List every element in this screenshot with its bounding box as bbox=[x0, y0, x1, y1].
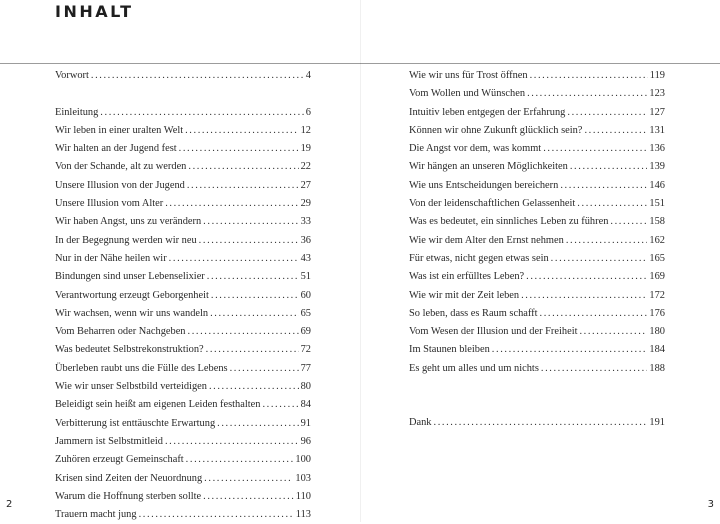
toc-entry[interactable] bbox=[55, 104, 311, 122]
toc-entry-page: 169 bbox=[649, 271, 665, 283]
leader-dots bbox=[230, 360, 299, 378]
leader-dots bbox=[199, 232, 299, 250]
toc-entry[interactable] bbox=[55, 470, 311, 488]
leader-dots bbox=[530, 67, 648, 85]
leader-dots bbox=[139, 506, 294, 524]
leader-dots bbox=[188, 323, 299, 341]
toc-entry-page: 165 bbox=[649, 252, 665, 264]
leader-dots bbox=[521, 287, 647, 305]
toc-entry-title: Unsere Illusion von der Jugend bbox=[55, 179, 185, 191]
toc-entry-page: 19 bbox=[300, 143, 311, 155]
leader-dots bbox=[526, 268, 647, 286]
toc-entry[interactable] bbox=[55, 213, 311, 231]
leader-dots bbox=[434, 414, 648, 432]
toc-entry[interactable] bbox=[409, 414, 665, 432]
toc-entry[interactable] bbox=[55, 195, 311, 213]
leader-dots bbox=[165, 433, 299, 451]
leader-dots bbox=[204, 470, 293, 488]
toc-entry-page: 60 bbox=[300, 289, 311, 301]
toc-entry-title: Was ist ein erfülltes Leben? bbox=[409, 271, 525, 283]
leader-dots bbox=[543, 140, 647, 158]
toc-entry-title: Wie wir dem Alter den Ernst nehmen bbox=[409, 234, 564, 246]
leader-dots bbox=[551, 250, 648, 268]
toc-entry[interactable] bbox=[55, 433, 311, 451]
toc-entry[interactable] bbox=[409, 104, 665, 122]
leader-dots bbox=[492, 341, 648, 359]
toc-entry[interactable] bbox=[409, 158, 665, 176]
toc-entry[interactable] bbox=[409, 323, 665, 341]
toc-entry-title: Bindungen sind unser Lebenselixier bbox=[55, 271, 205, 283]
toc-entry-title: Vom Wesen der Illusion und der Freiheit bbox=[409, 326, 578, 338]
leader-dots bbox=[165, 195, 298, 213]
toc-entry-page: 100 bbox=[295, 454, 311, 466]
toc-entry-title: Warum die Hoffnung sterben sollte bbox=[55, 490, 202, 502]
toc-entry[interactable] bbox=[55, 287, 311, 305]
toc-entry[interactable] bbox=[409, 85, 665, 103]
toc-entry-title: Für etwas, nicht gegen etwas sein bbox=[409, 252, 549, 264]
toc-entry-title: Wie wir uns für Trost öffnen bbox=[409, 70, 528, 81]
toc-entry-page: 27 bbox=[300, 179, 311, 191]
toc-entry-title: Es geht um alles und um nichts bbox=[409, 362, 539, 374]
toc-entry[interactable] bbox=[409, 177, 665, 195]
toc-entry-title: Wie wir mit der Zeit leben bbox=[409, 289, 520, 301]
toc-entry[interactable] bbox=[55, 122, 311, 140]
toc-entry[interactable] bbox=[409, 287, 665, 305]
toc-entry[interactable] bbox=[409, 232, 665, 250]
leader-dots bbox=[610, 213, 647, 231]
leader-dots bbox=[584, 122, 647, 140]
toc-entry-page: 127 bbox=[649, 106, 665, 118]
toc-entry-title: Verantwortung erzeugt Geborgenheit bbox=[55, 289, 209, 301]
toc-entry[interactable] bbox=[409, 305, 665, 323]
toc-entry-page: 84 bbox=[300, 399, 311, 411]
leader-dots bbox=[186, 451, 294, 469]
toc-entry-title: Was es bedeutet, ein sinnliches Leben zu führen bbox=[409, 216, 609, 228]
toc-entry[interactable] bbox=[409, 341, 665, 359]
toc-entry-page: 136 bbox=[649, 143, 665, 155]
toc-entry-page: 33 bbox=[300, 216, 311, 228]
toc-entry-title: Verbitterung ist enttäuschte Erwartung bbox=[55, 417, 216, 429]
toc-entry-page: 12 bbox=[300, 124, 311, 136]
toc-entry-title: Können wir ohne Zukunft glücklich sein? bbox=[409, 124, 583, 136]
toc-entry-title: Trauern macht jung bbox=[55, 509, 137, 521]
toc-entry-page: 51 bbox=[300, 271, 311, 283]
toc-entry-page: 103 bbox=[295, 472, 311, 484]
leader-dots bbox=[211, 287, 299, 305]
toc-entry-page: 188 bbox=[649, 362, 665, 374]
toc-entry-title: Beleidigt sein heißt am eigenen Leiden festhalten bbox=[55, 399, 261, 411]
book-spine bbox=[360, 0, 361, 522]
toc-entry[interactable] bbox=[409, 360, 665, 378]
leader-dots bbox=[577, 195, 647, 213]
toc-entry-page: 131 bbox=[649, 124, 665, 136]
toc-entry-title: Krisen sind Zeiten der Neuordnung bbox=[55, 472, 203, 484]
toc-entry-page: 96 bbox=[300, 435, 311, 447]
toc-entry-title: Im Staunen bleiben bbox=[409, 344, 490, 356]
toc-entry-page: 172 bbox=[649, 289, 665, 301]
leader-dots bbox=[209, 378, 299, 396]
toc-entry-title: Überleben raubt uns die Fülle des Lebens bbox=[55, 362, 228, 374]
toc-entry[interactable] bbox=[55, 415, 311, 433]
toc-entry[interactable] bbox=[55, 323, 311, 341]
toc-entry-title: Dank bbox=[409, 417, 432, 429]
toc-entry-title: Unsere Illusion vom Alter bbox=[55, 198, 164, 210]
toc-entry-page: 146 bbox=[649, 179, 665, 191]
toc-entry-title: Wir leben in einer uralten Welt bbox=[55, 124, 184, 136]
leader-dots bbox=[217, 415, 298, 433]
toc-entry-page: 176 bbox=[649, 307, 665, 319]
leader-dots bbox=[541, 360, 648, 378]
toc-entry-title: Jammern ist Selbstmitleid bbox=[55, 435, 163, 447]
toc-entry-title: Wir halten an der Jugend fest bbox=[55, 143, 177, 155]
toc-entry-title: Die Angst vor dem, was kommt bbox=[409, 143, 542, 155]
toc-entry-title: So leben, dass es Raum schafft bbox=[409, 307, 538, 319]
toc-entry-page: 151 bbox=[649, 198, 665, 210]
toc-entry-page: 77 bbox=[300, 362, 311, 374]
toc-entry-title: Einleitung bbox=[55, 106, 99, 118]
toc-entry[interactable] bbox=[409, 213, 665, 231]
toc-entry[interactable] bbox=[55, 341, 311, 359]
leader-dots bbox=[579, 323, 647, 341]
toc-entry-title: Vom Wollen und Wünschen bbox=[409, 88, 526, 100]
toc-entry-page: 29 bbox=[300, 198, 311, 210]
leader-dots bbox=[570, 158, 648, 176]
toc-entry-title: Wir hängen an unseren Möglichkeiten bbox=[409, 161, 568, 173]
toc-entry-title: Vom Beharren oder Nachgeben bbox=[55, 326, 186, 338]
leader-dots bbox=[188, 158, 298, 176]
toc-right-column bbox=[409, 67, 665, 432]
leader-dots bbox=[91, 67, 304, 85]
leader-dots bbox=[203, 213, 298, 231]
toc-entry-page: 123 bbox=[649, 88, 665, 100]
toc-entry-title: Wie wir unser Selbstbild verteidigen bbox=[55, 381, 207, 393]
toc-entry[interactable] bbox=[55, 158, 311, 176]
toc-entry-page: 69 bbox=[300, 326, 311, 338]
toc-entry-title: Wir wachsen, wenn wir uns wandeln bbox=[55, 307, 209, 319]
leader-dots bbox=[206, 341, 299, 359]
toc-entry[interactable] bbox=[55, 140, 311, 158]
toc-entry[interactable] bbox=[409, 195, 665, 213]
toc-entry-page: 4 bbox=[305, 70, 311, 81]
toc-entry[interactable] bbox=[55, 67, 311, 85]
leader-dots bbox=[566, 232, 648, 250]
toc-entry[interactable] bbox=[55, 250, 311, 268]
toc-entry-page: 72 bbox=[300, 344, 311, 356]
page-number-left: 2 bbox=[6, 499, 13, 510]
page-number-right: 3 bbox=[707, 499, 714, 510]
toc-entry[interactable] bbox=[55, 506, 311, 524]
leader-dots bbox=[169, 250, 299, 268]
toc-entry[interactable] bbox=[409, 122, 665, 140]
leader-dots bbox=[185, 122, 299, 140]
toc-entry[interactable] bbox=[409, 250, 665, 268]
toc-entry-title: Wie uns Entscheidungen bereichern bbox=[409, 179, 559, 191]
toc-entry[interactable] bbox=[55, 396, 311, 414]
toc-entry[interactable] bbox=[409, 140, 665, 158]
toc-entry-page: 162 bbox=[649, 234, 665, 246]
toc-entry-page: 110 bbox=[295, 490, 311, 502]
page-title: INHALT bbox=[55, 2, 134, 21]
leader-dots bbox=[210, 305, 299, 323]
toc-entry-title: In der Begegnung werden wir neu bbox=[55, 234, 197, 246]
leader-dots bbox=[540, 305, 648, 323]
leader-dots bbox=[560, 177, 647, 195]
toc-entry[interactable] bbox=[55, 305, 311, 323]
toc-entry-page: 36 bbox=[300, 234, 311, 246]
toc-entry[interactable] bbox=[55, 232, 311, 250]
toc-entry-page: 184 bbox=[649, 344, 665, 356]
toc-entry[interactable] bbox=[409, 67, 665, 85]
toc-entry[interactable] bbox=[409, 268, 665, 286]
toc-entry-page: 6 bbox=[305, 106, 311, 118]
leader-dots bbox=[527, 85, 647, 103]
toc-entry-page: 43 bbox=[300, 252, 311, 264]
toc-entry-page: 158 bbox=[649, 216, 665, 228]
toc-entry-title: Was bedeutet Selbstrekonstruktion? bbox=[55, 344, 204, 356]
leader-dots bbox=[207, 268, 299, 286]
toc-entry-title: Intuitiv leben entgegen der Erfahrung bbox=[409, 106, 566, 118]
toc-left-column bbox=[55, 67, 311, 524]
leader-dots bbox=[187, 177, 299, 195]
toc-entry-title: Vorwort bbox=[55, 70, 89, 81]
leader-dots bbox=[262, 396, 298, 414]
leader-dots bbox=[100, 104, 304, 122]
toc-entry-title: Wir haben Angst, uns zu verändern bbox=[55, 216, 202, 228]
toc-entry[interactable] bbox=[55, 268, 311, 286]
toc-entry-page: 113 bbox=[295, 509, 311, 521]
toc-entry-page: 65 bbox=[300, 307, 311, 319]
toc-entry-page: 139 bbox=[649, 161, 665, 173]
toc-entry[interactable] bbox=[55, 488, 311, 506]
toc-entry[interactable] bbox=[55, 360, 311, 378]
toc-entry-page: 191 bbox=[649, 417, 665, 429]
toc-entry-title: Von der leidenschaftlichen Gelassenheit bbox=[409, 198, 576, 210]
toc-entry-page: 91 bbox=[300, 417, 311, 429]
toc-entry-page: 119 bbox=[649, 70, 665, 81]
toc-entry[interactable] bbox=[55, 378, 311, 396]
toc-entry-page: 80 bbox=[300, 381, 311, 393]
toc-entry-title: Von der Schande, alt zu werden bbox=[55, 161, 187, 173]
toc-entry[interactable] bbox=[55, 177, 311, 195]
toc-entry-title: Zuhören erzeugt Gemeinschaft bbox=[55, 454, 184, 466]
leader-dots bbox=[203, 488, 294, 506]
leader-dots bbox=[567, 104, 647, 122]
leader-dots bbox=[179, 140, 299, 158]
toc-entry-page: 22 bbox=[300, 161, 311, 173]
toc-entry[interactable] bbox=[55, 451, 311, 469]
toc-entry-page: 180 bbox=[649, 326, 665, 338]
toc-entry-title: Nur in der Nähe heilen wir bbox=[55, 252, 167, 264]
